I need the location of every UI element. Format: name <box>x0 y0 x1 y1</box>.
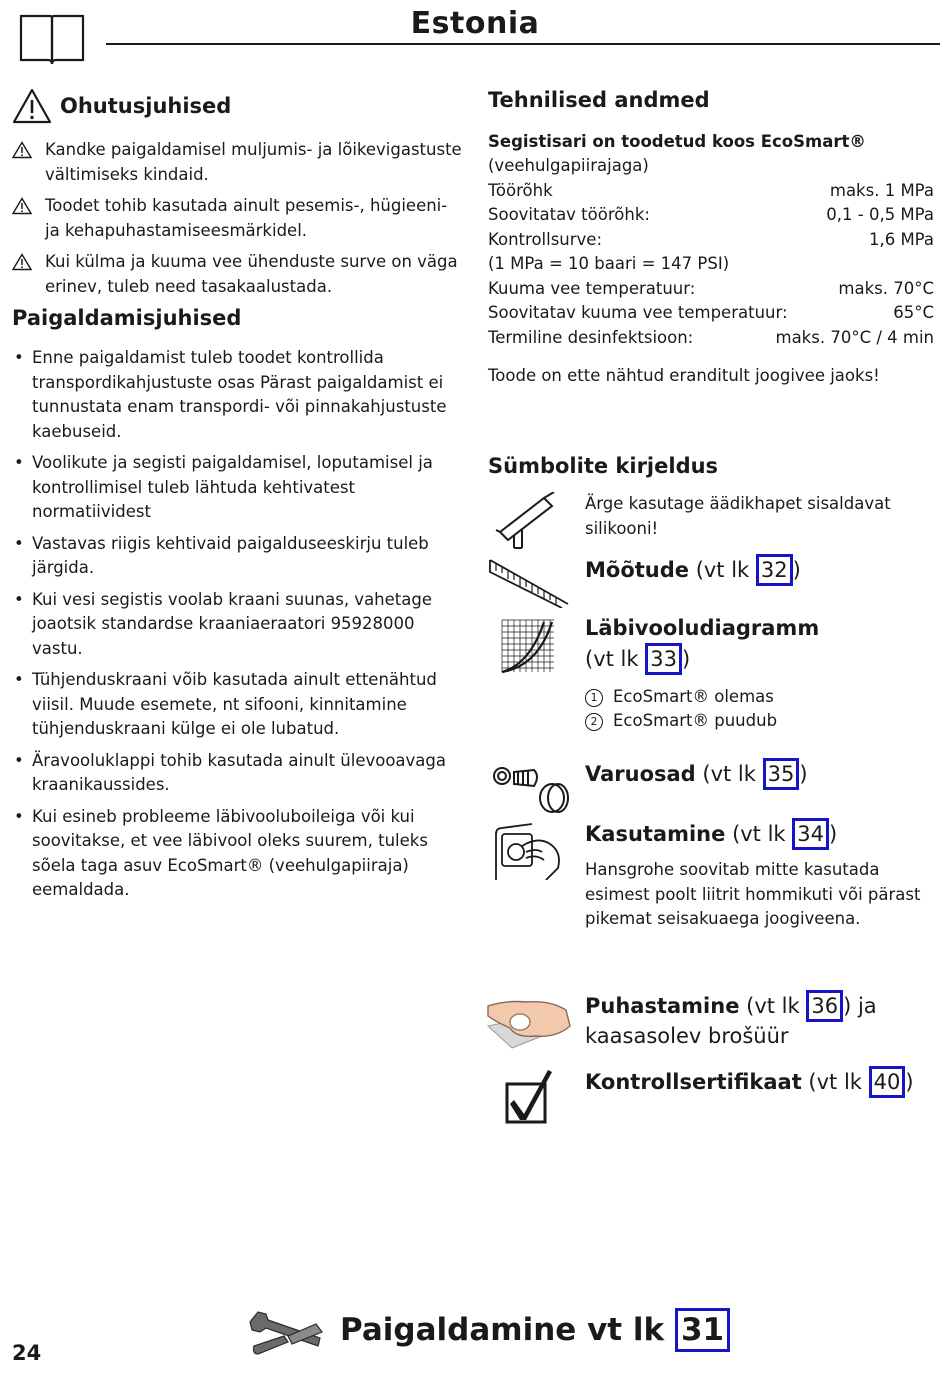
silicone-gun-icon <box>494 492 558 550</box>
page-ref-suffix: ) <box>792 558 801 582</box>
page-link-40[interactable]: 40 <box>869 1066 906 1098</box>
number-badge: 1 <box>585 689 603 707</box>
spec-label: Kuuma vee temperatuur: <box>488 278 696 298</box>
install-heading: Paigaldamisjuhised <box>12 306 242 330</box>
ruler-icon <box>488 558 570 608</box>
usage-text: Hansgrohe soovitab mitte kasutada esimest poolt liitrit hommikuti või pärast pikemat seisakuaega joogiveena. <box>585 860 921 928</box>
header-divider <box>106 43 940 45</box>
page-ref-prefix: (vt lk <box>801 1070 869 1094</box>
list-item <box>12 250 462 299</box>
spec-value: maks. 1 MPa <box>829 180 934 200</box>
certificate-entry <box>585 1066 935 1098</box>
page-ref-prefix: (vt lk <box>689 558 756 582</box>
spec-row <box>488 203 934 228</box>
spec-value: 0,1 - 0,5 MPa <box>826 205 934 224</box>
flow-diagram-icon <box>500 618 556 674</box>
page-ref-suffix: ) ja kaasasolev brošüür <box>585 994 877 1048</box>
page-ref-suffix: ) <box>829 822 838 846</box>
checkbox-checked-icon <box>504 1066 554 1124</box>
safety-item-text: Kui külma ja kuuma vee ühenduste surve on väga erinev, tuleb need tasakaalustada. <box>45 252 458 296</box>
spec-value: 65°C <box>893 303 934 322</box>
usage-entry <box>585 818 935 932</box>
spec-row <box>488 179 934 204</box>
list-item: • Enne paigaldamist tuleb toodet kontrollida transpordikahjustuste osas Pärast paigaldamist ei tunnustata enam transpordi- või pinnakahjustuste kaebuseid. <box>12 346 462 444</box>
spare-parts-title: Varuosad <box>585 762 696 786</box>
page-ref-suffix: ) <box>681 647 691 671</box>
list-item: • Äravooluklappi tohib kasutada ainult ülevooavaga kraanikaussides. <box>12 749 462 798</box>
list-item: • Kui esineb probleeme läbivooluboileiga või kui soovitakse, et vee läbivool oleks suurem, tuleks sõela taga asuv EcoSmart® (veehulgapiiraja) eemaldada. <box>12 805 462 903</box>
spec-value: 1,6 MPa <box>868 229 934 249</box>
right-column <box>488 88 938 389</box>
tech-subnote: (veehulgapiirajaga) <box>488 156 649 175</box>
drinking-water-note: Toode on ette nähtud eranditult joogivee jaoks! <box>488 366 880 385</box>
list-item: • Vastavas riigis kehtivaid paigalduseeskirju tuleb järgida. <box>12 532 462 581</box>
tech-subheading: Segistisari on toodetud koos EcoSmart® <box>488 132 866 151</box>
list-item: • Kui vesi segistis voolab kraani suunas, vahetage joaotsik standardse kraaniaeraatori 95928000 vastu. <box>12 588 462 662</box>
spec-value: maks. 70°C <box>838 278 934 298</box>
spec-row <box>488 277 934 302</box>
legend-text: EcoSmart® olemas <box>613 687 774 706</box>
safety-heading: Ohutusjuhised <box>60 94 232 118</box>
install-list <box>12 346 462 903</box>
spec-value: maks. 70°C / 4 min <box>775 327 934 347</box>
usage-title: Kasutamine <box>585 822 726 846</box>
spec-label: Kontrollsurve: <box>488 229 603 249</box>
footer-label: Paigaldamine vt lk <box>340 1312 675 1348</box>
spec-label: Soovitatav kuuma vee temperatuur: <box>488 303 788 322</box>
spec-row <box>488 326 934 351</box>
legend-item <box>585 709 935 733</box>
page-link-36[interactable]: 36 <box>806 990 843 1022</box>
left-column <box>12 88 462 910</box>
safety-item-text: Kandke paigaldamisel muljumis- ja lõikevigastuste vältimiseks kindaid. <box>45 140 462 184</box>
spec-label: Töörõhk <box>488 180 553 200</box>
pressure-conversion: (1 MPa = 10 baari = 147 PSI) <box>488 254 730 273</box>
spec-label: Soovitatav töörõhk: <box>488 205 650 224</box>
tech-heading: Tehnilised andmed <box>488 88 710 112</box>
page-link-35[interactable]: 35 <box>763 758 800 790</box>
hand-cleaning-icon <box>486 992 572 1050</box>
certificate-title: Kontrollsertifikaat <box>585 1070 802 1094</box>
page-link-31[interactable]: 31 <box>675 1308 730 1352</box>
cleaning-entry <box>585 990 935 1051</box>
flow-diagram-title: Läbivooludiagramm <box>585 616 820 640</box>
list-item <box>12 194 462 243</box>
flow-diagram-entry <box>585 614 935 733</box>
page-link-34[interactable]: 34 <box>792 818 829 850</box>
spec-row <box>488 228 934 253</box>
spare-parts-entry <box>585 758 935 790</box>
page-number: 24 <box>12 1341 42 1365</box>
tools-icon <box>244 1302 326 1358</box>
hand-operating-tap-icon <box>492 822 564 880</box>
safety-item-text: Toodet tohib kasutada ainult pesemis-, hügieeni- ja kehapuhastamiseesmärkidel. <box>45 196 448 240</box>
list-item <box>12 138 462 187</box>
spare-parts-icon <box>490 758 576 818</box>
page-ref-prefix: (vt lk <box>695 762 763 786</box>
safety-list <box>12 138 462 299</box>
silicone-warning-text: Ärge kasutage äädikhapet sisaldavat silikooni! <box>585 494 891 538</box>
warning-icon <box>12 88 52 124</box>
dimensions-entry <box>585 554 935 586</box>
warning-icon <box>12 253 32 271</box>
page-title: Estonia <box>410 6 540 41</box>
warning-icon <box>12 197 32 215</box>
cleaning-title: Puhastamine <box>585 994 740 1018</box>
list-item: • Voolikute ja segisti paigaldamisel, loputamisel ja kontrollimisel tuleb lähtuda kehtivatest normatiividest <box>12 451 462 525</box>
number-badge: 2 <box>585 713 603 731</box>
safety-heading-row <box>12 88 462 124</box>
page-ref-prefix: (vt lk <box>739 994 807 1018</box>
legend-item <box>585 685 935 709</box>
page-ref-prefix: (vt lk <box>585 647 646 671</box>
footer-installation-link <box>244 1300 730 1360</box>
spec-label: Termiline desinfektsioon: <box>488 327 694 347</box>
page-ref-prefix: (vt lk <box>725 822 793 846</box>
legend-text: EcoSmart® puudub <box>613 711 778 730</box>
page-ref-suffix: ) <box>799 762 808 786</box>
spec-row <box>488 301 934 326</box>
page-ref-suffix: ) <box>905 1070 914 1094</box>
page-link-33[interactable]: 33 <box>645 643 682 675</box>
dimensions-title: Mõõtude <box>585 558 690 582</box>
footer-text <box>340 1308 730 1352</box>
list-item: • Tühjenduskraani võib kasutada ainult ettenähtud viisil. Muude esemete, nt sifooni, kinnitamine tühjenduskraani külge ei ole lubatud. <box>12 668 462 742</box>
symbols-heading: Sümbolite kirjeldus <box>488 454 719 478</box>
warning-icon <box>12 141 32 159</box>
page-link-32[interactable]: 32 <box>756 554 793 586</box>
